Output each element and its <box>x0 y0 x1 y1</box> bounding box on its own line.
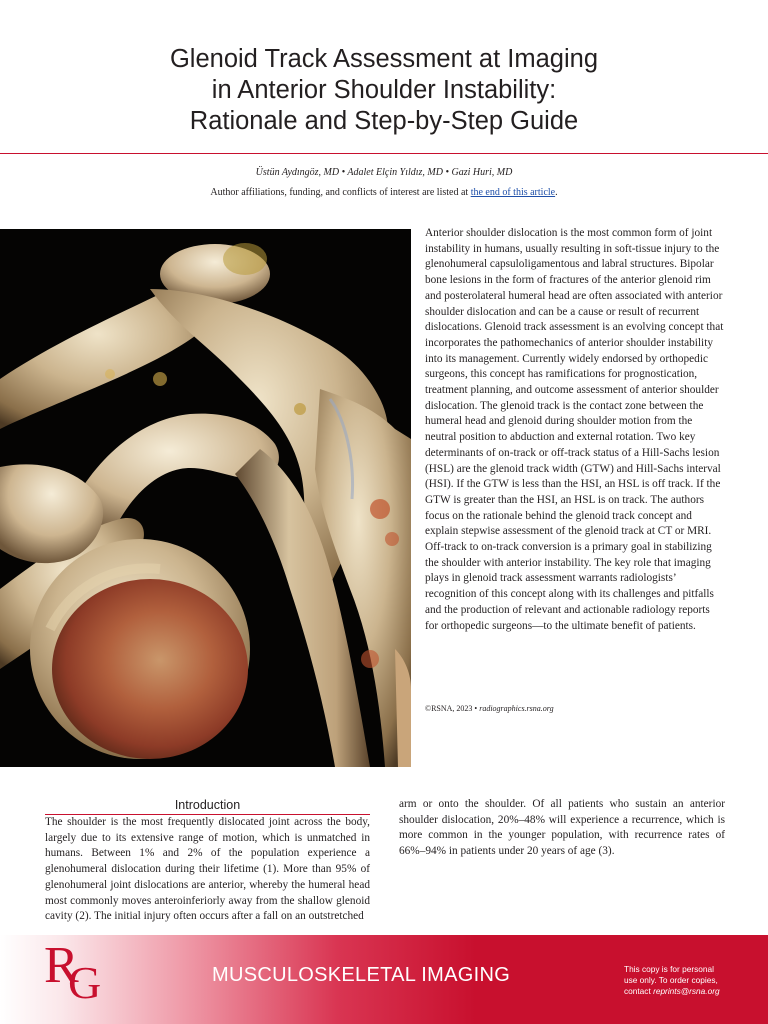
reprint-email[interactable]: reprints@rsna.org <box>653 986 720 996</box>
journal-site: radiographics.rsna.org <box>479 704 554 713</box>
introduction-heading: Introduction <box>174 798 241 812</box>
introduction-text <box>45 815 370 925</box>
shoulder-3d-rendering <box>0 229 411 767</box>
end-of-article-link[interactable]: the end of this article <box>470 187 556 198</box>
reprint-line-3 <box>624 986 754 997</box>
introduction-body: The shoulder is the most frequently dislocated joint across the body, largely due to its extensive range of motion, which is unmatched in humans. Between 1% and 2% of the population experience a glenohumeral dislocation during their lifetime (1). More than 95% of glenohumeral joint dislocations are anterior, whereby the humeral head most commonly moves anteroinferiorly away from the shallow glenoid cavity (2). The initial injury often occurs after a fall on an outstretched <box>45 816 370 923</box>
reprint-contact-prefix: contact <box>624 986 654 996</box>
section-name: MUSCULOSKELETAL IMAGING <box>212 964 511 986</box>
article-title <box>40 44 728 137</box>
affiliation-prefix: Author affiliations, funding, and conflicts of interest are listed at <box>210 187 471 198</box>
introduction-text-continued: arm or onto the shoulder. Of all patients who sustain an anterior shoulder dislocation, 20%–48% will experience a recurrence, which is more common in the younger population, with recurrence rates of 66%–94% in patients under 20 years of age (3). <box>399 798 725 858</box>
author-list: Üstün Aydıngöz, MD • Adalet Elçin Yıldız, MD • Gazi Huri, MD <box>255 167 513 178</box>
affiliation-note <box>0 187 768 198</box>
title-line-2: in Anterior Shoulder Instability: <box>211 76 557 104</box>
affiliation-suffix: . <box>555 187 558 198</box>
logo-letter-r: R <box>44 937 79 994</box>
copyright-line <box>425 704 725 713</box>
reprint-line-1: This copy is for personal <box>624 964 714 974</box>
title-line-3: Rationale and Step-by-Step Guide <box>189 107 579 135</box>
logo-letter-g: G <box>68 957 102 1008</box>
shoulder-ct-figure <box>0 229 411 767</box>
reprint-note <box>624 964 754 997</box>
rg-logo <box>44 937 114 1010</box>
title-line-1: Glenoid Track Assessment at Imaging <box>169 45 599 73</box>
title-divider <box>0 153 768 154</box>
copyright-text: ©RSNA, 2023 • <box>425 704 480 713</box>
reprint-line-2: use only. To order copies, <box>624 975 718 985</box>
abstract-text: Anterior shoulder dislocation is the most common form of joint instability in humans, usually resulting in soft-tissue injury to the glenohumeral capsuloligamentous and labral structures. Bipolar bone lesions in the form of fractures of the anterior glenoid rim and posterolateral humeral head are often associated with anterior shoulder dislocation and can be a cause or result of recurrent dislocations. Glenoid track assessment is an evolving concept that incorporates the pathomechanics of anterior shoulder instability into its management. Currently widely endorsed by orthopedic surgeons, this concept has ramifications for prognostication, treatment planning, and outcome assessment of anterior shoulder dislocation. The glenoid track is the contact zone between the humeral head and glenoid during shoulder motion from the neutral position to abduction and external rotation. Two key determinants of on-track or off-track status of a Hill-Sachs lesion (HSL) are the glenoid track width (GTW) and Hill-Sachs interval (HSI). If the GTW is less than the HSI, an HSL is off track. If the GTW is greater than the HSI, an HSL is on track. The authors focus on the rationale behind the glenoid track concept and explain stepwise assessment of the glenoid track at CT or MRI. Off-track to on-track conversion is a primary goal in stabilizing the shoulder with anterior instability. The key role that imaging plays in glenoid track assessment warrants radiologists’ recognition of this concept along with its challenges and pitfalls and the production of relevant and actionable radiology reports for orthopedic surgeons—to the ultimate benefit of patients. <box>425 227 724 632</box>
